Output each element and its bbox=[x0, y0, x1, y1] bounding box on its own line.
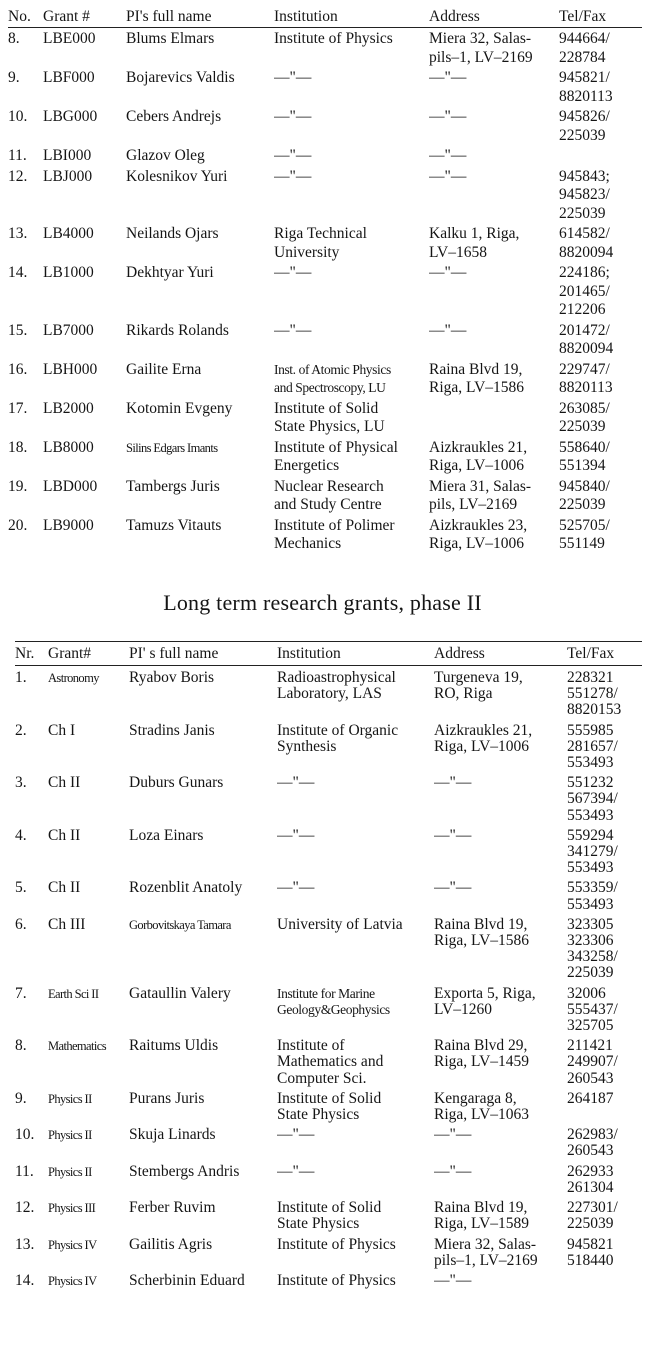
table-row bbox=[15, 1233, 642, 1269]
table-row bbox=[8, 476, 642, 515]
cell-address: Aizkraukles 21, Riga, LV–1006 bbox=[429, 438, 528, 474]
header-institution: Institution bbox=[277, 645, 341, 662]
cell-tel-fax: 262983/ 260543 bbox=[567, 1126, 618, 1160]
cell-pi-name: Neilands Ojars bbox=[126, 225, 219, 242]
cell-pi-name: Gataullin Valery bbox=[129, 984, 231, 1002]
cell-pi-name: Loza Einars bbox=[129, 826, 204, 844]
header-pi-name: PI' s full name bbox=[129, 645, 219, 662]
cell-no: 3. bbox=[15, 774, 27, 792]
cell-grant: Physics II bbox=[48, 1164, 92, 1179]
cell-grant: Physics II bbox=[48, 1128, 92, 1143]
header-grant: Grant # bbox=[43, 8, 90, 25]
cell-pi-name: Tamuzs Vitauts bbox=[126, 516, 222, 534]
cell-address: —"— bbox=[434, 1162, 472, 1180]
cell-tel-fax: 945826/ 225039 bbox=[559, 108, 610, 144]
cell-pi-name: Ryabov Boris bbox=[129, 669, 215, 686]
cell-institution: Institute of Mathematics and Computer Sci. bbox=[277, 1037, 384, 1087]
cell-tel-fax: 525705/ 551149 bbox=[559, 516, 610, 552]
cell-pi-name: Blums Elmars bbox=[126, 30, 215, 47]
cell-address: Miera 32, Salas- pils–1, LV–2169 bbox=[434, 1235, 538, 1269]
cell-address: Miera 31, Salas- pils, LV–2169 bbox=[429, 477, 532, 513]
cell-no: 9. bbox=[15, 1089, 27, 1107]
table-row bbox=[15, 1160, 642, 1196]
cell-address: —"— bbox=[429, 321, 467, 339]
cell-tel-fax: 553359/ 553493 bbox=[567, 879, 618, 913]
header-no: No. bbox=[8, 8, 31, 25]
cell-institution: —"— bbox=[274, 147, 312, 164]
cell-grant: Mathematics bbox=[48, 1039, 106, 1054]
table-row bbox=[15, 1196, 642, 1232]
cell-tel-fax: 224186; 201465/ 212206 bbox=[559, 264, 610, 318]
cell-institution: Institute of Solid State Physics, LU bbox=[274, 399, 385, 435]
cell-institution: Institute of Physics bbox=[277, 1235, 396, 1253]
cell-pi-name: Dekhtyar Yuri bbox=[126, 264, 214, 281]
cell-institution: Institute of Physical Energetics bbox=[274, 438, 398, 474]
cell-address bbox=[429, 398, 559, 437]
cell-no: 13. bbox=[15, 1235, 35, 1253]
cell-no: 9. bbox=[8, 69, 20, 86]
cell-institution: Inst. of Atomic Physics and Spectroscopy, LU bbox=[274, 361, 391, 395]
table-row bbox=[8, 106, 642, 145]
cell-institution: —"— bbox=[274, 167, 312, 185]
cell-institution: —"— bbox=[277, 1126, 315, 1144]
cell-pi-name: Rozenblit Anatoly bbox=[129, 879, 243, 897]
cell-no: 8. bbox=[8, 30, 20, 47]
cell-pi-name: Gailite Erna bbox=[126, 360, 202, 378]
cell-institution: Riga Technical University bbox=[274, 225, 367, 261]
cell-institution: —"— bbox=[274, 321, 312, 339]
cell-grant: LBF000 bbox=[43, 69, 95, 86]
cell-institution: Institute of Physics bbox=[277, 1271, 396, 1289]
cell-address: —"— bbox=[429, 108, 467, 125]
cell-no: 18. bbox=[8, 438, 28, 456]
cell-tel-fax: 558640/ 551394 bbox=[559, 438, 610, 474]
cell-address: Aizkraukles 21, Riga, LV–1006 bbox=[434, 721, 533, 755]
table-row bbox=[8, 28, 642, 68]
cell-institution: —"— bbox=[274, 264, 312, 281]
cell-pi-name: Gorbovitskaya Tamara bbox=[129, 917, 231, 932]
cell-no: 11. bbox=[15, 1162, 34, 1180]
cell-institution: Institute of Organic Synthesis bbox=[277, 721, 399, 755]
cell-tel-fax: 944664/ 228784 bbox=[559, 30, 610, 66]
cell-pi-name: Gailitis Agris bbox=[129, 1235, 213, 1253]
cell-no: 2. bbox=[15, 721, 27, 739]
cell-address: —"— bbox=[434, 1126, 472, 1144]
cell-tel-fax: 201472/ 8820094 bbox=[559, 321, 614, 357]
cell-address: Kalku 1, Riga, LV–1658 bbox=[429, 225, 520, 261]
cell-address: —"— bbox=[434, 774, 472, 792]
cell-address: Exporta 5, Riga, LV–1260 bbox=[434, 984, 536, 1018]
cell-grant: LBD000 bbox=[43, 477, 98, 495]
cell-no: 19. bbox=[8, 477, 28, 495]
cell-institution: Institute of Solid State Physics bbox=[277, 1199, 382, 1233]
cell-address: Kengaraga 8, Riga, LV–1063 bbox=[434, 1089, 530, 1124]
cell-no: 20. bbox=[8, 516, 28, 534]
cell-pi-name: Raitums Uldis bbox=[129, 1037, 219, 1055]
cell-no: 6. bbox=[15, 915, 27, 933]
cell-institution: Radioastrophysical Laboratory, LAS bbox=[277, 669, 396, 703]
table-row bbox=[15, 1087, 642, 1123]
grants-table-phase-2 bbox=[15, 641, 642, 1289]
cell-tel-fax: 227301/ 225039 bbox=[567, 1199, 618, 1233]
cell-address: —"— bbox=[434, 826, 472, 844]
cell-tel-fax: 945821 518440 bbox=[567, 1235, 614, 1269]
cell-tel-fax bbox=[559, 145, 642, 166]
cell-pi-name: Silins Edgars Imants bbox=[126, 440, 218, 455]
table-row bbox=[8, 145, 642, 166]
header-address: Address bbox=[434, 645, 485, 662]
cell-address: Raina Blvd 19, Riga, LV–1589 bbox=[434, 1199, 530, 1233]
cell-no: 5. bbox=[15, 879, 27, 897]
cell-grant: LB7000 bbox=[43, 321, 94, 339]
cell-pi-name: Stradins Janis bbox=[129, 721, 215, 739]
cell-grant: LB2000 bbox=[43, 399, 94, 417]
cell-grant: Physics III bbox=[48, 1201, 96, 1216]
table-row bbox=[8, 359, 642, 398]
cell-no: 16. bbox=[8, 360, 28, 378]
cell-pi-name: Rikards Rolands bbox=[126, 321, 229, 339]
cell-grant: LB9000 bbox=[43, 516, 94, 534]
table-body bbox=[8, 28, 642, 554]
cell-pi-name: Skuja Linards bbox=[129, 1126, 216, 1144]
cell-tel-fax: 263085/ 225039 bbox=[559, 399, 610, 435]
cell-institution: —"— bbox=[277, 774, 315, 792]
cell-institution: —"— bbox=[277, 826, 315, 844]
cell-tel-fax: 228321 551278/ 8820153 bbox=[567, 669, 622, 719]
cell-address: —"— bbox=[429, 264, 467, 281]
cell-no: 8. bbox=[15, 1037, 27, 1055]
cell-tel-fax: 229747/ 8820113 bbox=[559, 360, 613, 396]
table-row bbox=[8, 166, 642, 224]
cell-pi-name: Duburs Gunars bbox=[129, 774, 224, 792]
cell-address: Miera 32, Salas- pils–1, LV–2169 bbox=[429, 30, 533, 66]
table-row bbox=[8, 437, 642, 476]
cell-address: —"— bbox=[429, 167, 467, 185]
header-tel-fax: Tel/Fax bbox=[567, 645, 615, 662]
header-tel-fax: Tel/Fax bbox=[559, 8, 607, 25]
table-row bbox=[15, 913, 642, 982]
cell-address: —"— bbox=[434, 1271, 472, 1289]
cell-grant: Ch II bbox=[48, 774, 81, 792]
cell-no: 11. bbox=[8, 147, 27, 164]
cell-no: 10. bbox=[15, 1126, 35, 1144]
cell-tel-fax: 32006 555437/ 325705 bbox=[567, 984, 618, 1035]
table-row bbox=[15, 666, 642, 719]
cell-grant: Physics IV bbox=[48, 1237, 97, 1252]
cell-no: 15. bbox=[8, 321, 28, 339]
cell-grant: Ch I bbox=[48, 721, 76, 739]
header-grant: Grant# bbox=[48, 645, 92, 662]
table-row bbox=[15, 982, 642, 1035]
cell-pi-name: Cebers Andrejs bbox=[126, 108, 222, 125]
cell-tel-fax: 559294 341279/ 553493 bbox=[567, 826, 618, 877]
cell-grant: LB8000 bbox=[43, 438, 94, 456]
cell-grant: LB4000 bbox=[43, 225, 94, 242]
cell-pi-name: Kolesnikov Yuri bbox=[126, 167, 228, 185]
cell-no: 14. bbox=[8, 264, 28, 281]
table-header bbox=[15, 642, 642, 666]
cell-address: —"— bbox=[429, 147, 467, 164]
cell-address: Aizkraukles 23, Riga, LV–1006 bbox=[429, 516, 528, 552]
cell-pi-name: Glazov Oleg bbox=[126, 147, 205, 164]
table-row bbox=[8, 320, 642, 359]
cell-tel-fax: 945840/ 225039 bbox=[559, 477, 610, 513]
cell-tel-fax: 323305 323306 343258/ 225039 bbox=[567, 915, 618, 982]
cell-no: 17. bbox=[8, 399, 28, 417]
cell-tel-fax: 555985 281657/ 553493 bbox=[567, 721, 618, 772]
cell-grant: Physics II bbox=[48, 1091, 92, 1106]
cell-grant: Physics IV bbox=[48, 1273, 97, 1288]
section-title: Long term research grants, phase II bbox=[163, 590, 482, 615]
cell-no: 12. bbox=[15, 1199, 35, 1217]
cell-address: —"— bbox=[434, 879, 472, 897]
cell-address: Raina Blvd 19, Riga, LV–1586 bbox=[434, 915, 530, 950]
cell-no: 10. bbox=[8, 108, 28, 125]
cell-institution: Nuclear Research and Study Centre bbox=[274, 477, 384, 513]
table-row bbox=[8, 262, 642, 320]
cell-grant: LBG000 bbox=[43, 108, 98, 125]
cell-no: 7. bbox=[15, 984, 27, 1002]
cell-grant: Earth Sci II bbox=[48, 986, 99, 1001]
table-row bbox=[8, 515, 642, 554]
table-row bbox=[8, 67, 642, 106]
cell-grant: LBH000 bbox=[43, 360, 98, 378]
cell-pi-name: Tambergs Juris bbox=[126, 477, 220, 495]
table-header bbox=[8, 8, 642, 28]
cell-no: 14. bbox=[15, 1271, 35, 1289]
cell-institution: Institute of Polimer Mechanics bbox=[274, 516, 395, 552]
cell-address: —"— bbox=[429, 69, 467, 86]
table-row bbox=[15, 824, 642, 877]
cell-pi-name: Stembergs Andris bbox=[129, 1162, 240, 1180]
cell-tel-fax: 264187 bbox=[567, 1089, 614, 1107]
table-row bbox=[15, 1034, 642, 1087]
cell-grant: Ch II bbox=[48, 879, 81, 897]
header-address: Address bbox=[429, 8, 480, 25]
table-row bbox=[8, 223, 642, 262]
cell-grant: LB1000 bbox=[43, 264, 94, 281]
table-row bbox=[15, 876, 642, 912]
table-row bbox=[15, 719, 642, 772]
header-pi-name: PI's full name bbox=[126, 8, 212, 25]
cell-institution: —"— bbox=[277, 1162, 315, 1180]
cell-pi-name: Bojarevics Valdis bbox=[126, 69, 235, 86]
cell-tel-fax: 262933 261304 bbox=[567, 1162, 614, 1196]
table-row bbox=[15, 771, 642, 824]
cell-institution: Institute for Marine Geology&Geophysics bbox=[277, 985, 390, 1017]
cell-tel-fax bbox=[567, 1269, 642, 1289]
cell-pi-name: Ferber Ruvim bbox=[129, 1199, 216, 1217]
cell-address: Turgeneva 19, RO, Riga bbox=[434, 669, 523, 703]
cell-address: Raina Blvd 29, Riga, LV–1459 bbox=[434, 1037, 530, 1071]
cell-institution: —"— bbox=[277, 879, 315, 897]
cell-tel-fax: 945843; 945823/ 225039 bbox=[559, 167, 610, 222]
cell-institution: Institute of Solid State Physics bbox=[277, 1089, 382, 1124]
cell-pi-name: Kotomin Evgeny bbox=[126, 399, 233, 417]
table-row bbox=[15, 1269, 642, 1289]
cell-institution: —"— bbox=[274, 69, 312, 86]
cell-grant: Ch III bbox=[48, 915, 86, 933]
cell-pi-name: Purans Juris bbox=[129, 1089, 205, 1107]
cell-institution: University of Latvia bbox=[277, 915, 403, 933]
cell-tel-fax: 551232 567394/ 553493 bbox=[567, 774, 618, 824]
cell-tel-fax: 945821/ 8820113 bbox=[559, 69, 613, 105]
cell-no: 12. bbox=[8, 167, 28, 185]
cell-no: 13. bbox=[8, 225, 28, 242]
cell-tel-fax: 211421 249907/ 260543 bbox=[567, 1037, 618, 1087]
cell-institution: Institute of Physics bbox=[274, 30, 393, 47]
table-body bbox=[15, 666, 642, 1290]
header-no: Nr. bbox=[15, 645, 35, 662]
cell-tel-fax: 614582/ 8820094 bbox=[559, 225, 614, 261]
cell-no: 4. bbox=[15, 826, 27, 844]
header-institution: Institution bbox=[274, 8, 338, 25]
cell-address: Raina Blvd 19, Riga, LV–1586 bbox=[429, 360, 525, 396]
cell-grant: Astronomy bbox=[48, 671, 99, 685]
grants-table-phase-1 bbox=[8, 8, 642, 554]
cell-institution: —"— bbox=[274, 108, 312, 125]
cell-no: 1. bbox=[15, 669, 27, 686]
table-row bbox=[15, 1123, 642, 1159]
cell-grant: LBI000 bbox=[43, 147, 92, 164]
cell-grant: Ch II bbox=[48, 826, 81, 844]
cell-grant: LBJ000 bbox=[43, 167, 93, 185]
cell-grant: LBE000 bbox=[43, 30, 96, 47]
cell-pi-name: Scherbinin Eduard bbox=[129, 1271, 245, 1289]
table-row bbox=[8, 398, 642, 437]
